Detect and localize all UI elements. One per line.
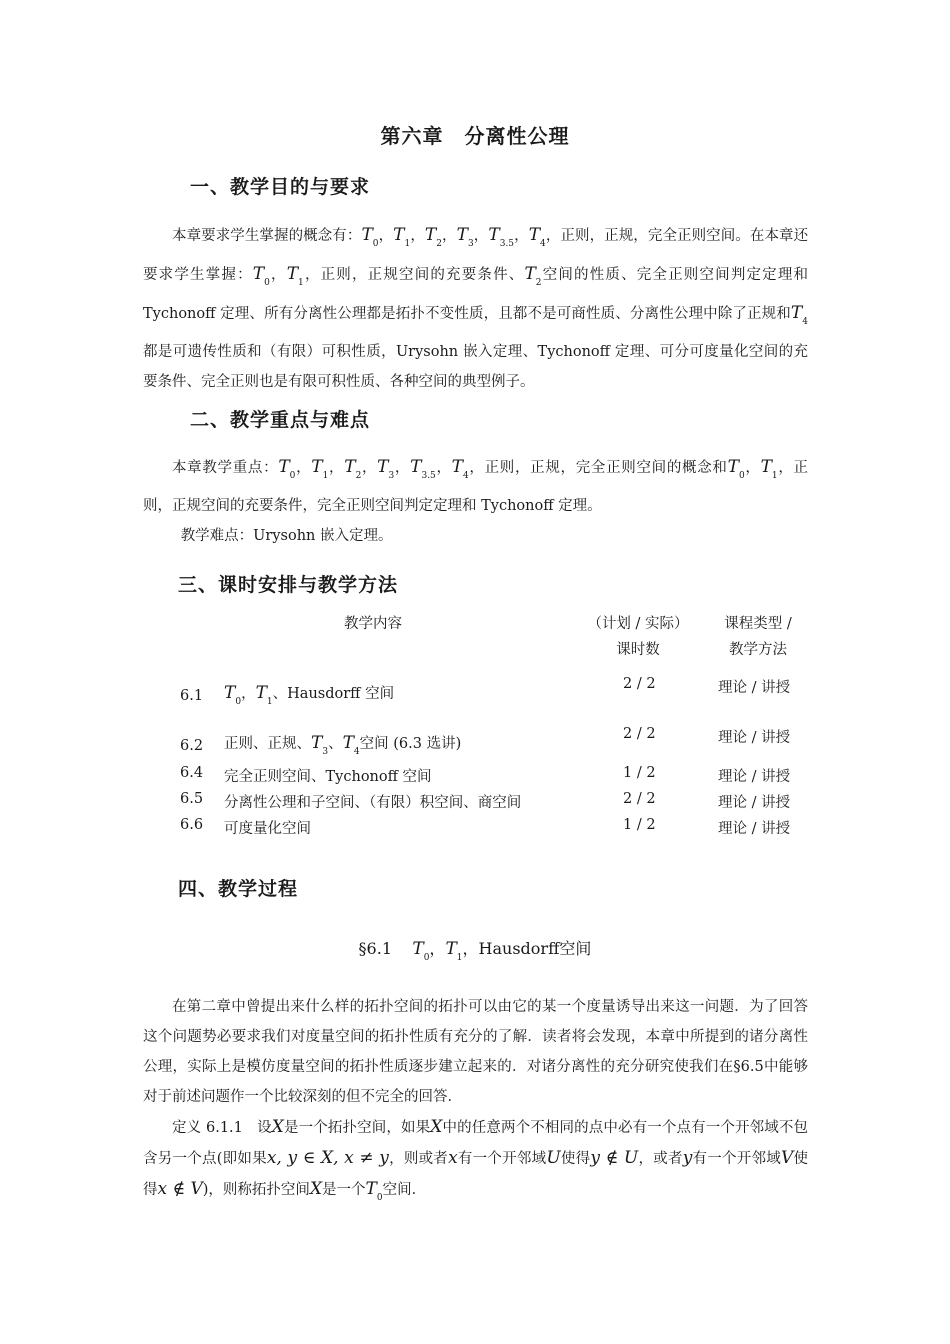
math-subscript: 4 <box>802 317 808 327</box>
math-subscript: 0 <box>235 697 242 707</box>
header-hours-line1: （计划 / 实际） <box>587 616 689 632</box>
row-number: 6.1 <box>180 688 204 704</box>
math-subscript: 3 <box>467 239 474 249</box>
difficulty-line: 教学难点：Urysohn 嵌入定理。 <box>180 528 393 544</box>
key-points-text-c: 正则，正规空间的充要条件，完全正则空间判定定理和 Tychonoff 定理。 <box>143 460 809 514</box>
table-row <box>178 765 818 789</box>
math-T: T <box>412 939 424 959</box>
math-T: T <box>524 264 536 284</box>
math-subscript: 4 <box>540 239 546 249</box>
key-points-text-a: 本章教学重点： <box>172 460 279 476</box>
math-subscript: 3 <box>322 747 329 757</box>
table-row <box>178 726 818 757</box>
math-subscript: 0 <box>264 278 270 288</box>
definition-text: 设 <box>257 1120 272 1136</box>
row-method: 理论 / 讲授 <box>718 680 791 696</box>
math-X: X <box>430 1117 443 1137</box>
math-subscript: 1 <box>266 697 273 707</box>
row-content-text: 正则、正规、 <box>224 736 311 752</box>
math-subscript: 1 <box>456 953 463 963</box>
definition-text: 使得 <box>560 1151 591 1167</box>
math-y: y <box>682 1148 693 1168</box>
math-T: T <box>760 457 772 477</box>
math-relation: y ∉ U <box>590 1148 639 1168</box>
definition-paragraph <box>143 1112 808 1213</box>
math-T: T <box>528 225 541 245</box>
math-subscript: 0 <box>372 239 379 249</box>
objectives-text-c: 正则，正规空间的充要条件、 <box>320 267 525 283</box>
math-T: T <box>361 225 373 245</box>
row-method: 理论 / 讲授 <box>718 821 791 837</box>
row-number: 6.4 <box>180 765 204 781</box>
objectives-text-e: 都是可遗传性质和（有限）可积性质，Urysohn 嵌入定理、Tychonoff 定理、可分可度量化空间的充要条件、完全正则也是有限可积性质、各种空间的典型例子。 <box>143 344 808 390</box>
row-content: 分离性公理和子空间、（有限）积空间、商空间 <box>224 795 522 811</box>
section-heading-objectives: 一、教学目的与要求 <box>190 176 371 198</box>
header-content: 教学内容 <box>344 616 402 632</box>
math-T: T <box>393 225 405 245</box>
key-points-paragraph: 本章教学重点：$T_0$，$T_1$，$T_2$，$T_3$，$T_{3.5}$，$T_4$，正则，正规，完全正则空间的概念和$T_0$，$T_1$，正则，正规空间的充要条件，完全正则空间判定定理和 Tychonoff 定理。 教学难点：Urysohn 嵌入定理。 <box>143 452 808 551</box>
subsection-prefix: §6.1 <box>358 939 392 958</box>
math-subscript: 3.5 <box>421 471 436 481</box>
math-T: T <box>255 683 267 703</box>
objectives-paragraph: 本章要求学生掌握的概念有：$T_0$，$T_1$，$T_2$，$T_3$，$T_{3.5}$，$T_4$，正则，正规，完全正则空间。在本章还要求学生掌握：$T_0$，$T_1$，正则，正规空间的充要条件、$T_2$空间的性质、完全正则空间判定定理和 Tychonoff 定理、所有分离性公理都是拓扑不变性质，且都不是可商性质、分离性公理中除了正规和$T_4$都是可遗传性质和（有限）可积性质，Urysohn 嵌入定理、Tychonoff 定理、可分可度量化空间的充要条件、完全正则也是有限可积性质、各种空间的典型例子。 <box>143 225 809 390</box>
header-type-line2: 教学方法 <box>729 642 787 658</box>
math-subscript: 2 <box>436 239 442 249</box>
row-content: 完全正则空间、Tychonoff 空间 <box>224 769 432 785</box>
math-subscript: 0 <box>376 1193 383 1203</box>
math-T: T <box>278 457 290 477</box>
definition-text: )，则称拓扑空间 <box>202 1182 310 1198</box>
math-X: X <box>309 1179 323 1199</box>
math-X: X <box>271 1117 284 1137</box>
math-T: T <box>445 939 457 959</box>
math-subscript: 3 <box>388 471 395 481</box>
row-number: 6.2 <box>180 738 204 754</box>
math-T: T <box>342 733 354 753</box>
row-hours: 1 / 2 <box>623 765 656 781</box>
objectives-text-a: 本章要求学生掌握的概念有： <box>172 228 362 244</box>
objectives-text-b: 正则，正规，完全正则空间。在本章还要求学生掌握： <box>143 228 809 283</box>
math-subscript: 2 <box>535 278 542 288</box>
section-heading-key-points: 二、教学重点与难点 <box>190 409 371 431</box>
header-hours-line2: 课时数 <box>616 642 660 658</box>
subsection-title: §6.1 $T_0$，$T_1$，Hausdorff空间 <box>358 939 592 963</box>
math-T: T <box>252 264 265 284</box>
math-T: T <box>224 683 236 703</box>
math-T: T <box>488 225 500 245</box>
row-number: 6.5 <box>180 791 204 807</box>
row-content: 正则、正规、$T_3$、$T_4$空间 (6.3 选讲) <box>224 733 462 757</box>
math-subscript: 1 <box>322 471 329 481</box>
math-T: T <box>424 225 437 245</box>
math-T: T <box>790 303 803 323</box>
math-relation: x ∉ V <box>157 1179 203 1199</box>
math-T: T <box>344 457 356 477</box>
math-subscript: 1 <box>771 471 778 481</box>
math-subscript: 1 <box>404 239 411 249</box>
math-T: T <box>377 457 389 477</box>
subsection-suffix: Hausdorff空间 <box>478 939 592 958</box>
row-hours: 2 / 2 <box>623 791 656 807</box>
table-row <box>178 676 818 707</box>
math-T: T <box>727 457 739 477</box>
row-content: 可度量化空间 <box>224 821 311 837</box>
math-x: x <box>448 1148 458 1168</box>
table-row <box>178 791 818 815</box>
definition-text: 有一个开邻域 <box>692 1151 782 1167</box>
row-content-text: 、Hausdorff 空间 <box>272 686 395 702</box>
definition-text: 是一个拓扑空间，如果 <box>283 1120 431 1136</box>
definition-text: 是一个 <box>322 1182 366 1198</box>
row-hours: 2 / 2 <box>623 676 656 692</box>
math-subscript: 3.5 <box>499 239 515 249</box>
row-method: 理论 / 讲授 <box>718 795 791 811</box>
definition-text: 中的任意两个不相同的点中必有一个点有一个开邻域不包含另一个点(即如果 <box>143 1120 809 1167</box>
math-subscript: 0 <box>738 471 745 481</box>
row-hours: 2 / 2 <box>623 726 656 742</box>
math-subscript: 0 <box>289 471 296 481</box>
row-method: 理论 / 讲授 <box>718 730 791 746</box>
intro-paragraph: 在第二章中曾提出来什么样的拓扑空间的拓扑可以由它的某一个度量诱导出来这一问题．为了回答这个问题势必要求我们对度量空间的拓扑性质有充分的了解．读者将会发现，本章中所提到的诸分离性公理，实际上是模仿度量空间的拓扑性质逐步建立起来的．对诸分离性的充分研究使我们在§6.5中能够对于前述问题作一个比较深刻的但不完全的回答． <box>143 999 808 1105</box>
body-paragraph <box>143 992 808 1213</box>
key-points-text-b: 正则，正规，完全正则空间的概念和 <box>484 460 728 476</box>
math-V: V <box>781 1148 794 1168</box>
math-T: T <box>311 733 323 753</box>
row-method: 理论 / 讲授 <box>718 769 791 785</box>
math-T: T <box>286 264 299 284</box>
definition-label: 定义 6.1.1 <box>172 1120 243 1136</box>
row-content: $T_0$，$T_1$、Hausdorff 空间 <box>224 683 395 707</box>
math-T: T <box>410 457 422 477</box>
math-subscript: 1 <box>298 278 304 288</box>
objectives-text-d: 空间的性质、完全正则空间判定定理和 Tychonoff 定理、所有分离性公理都是拓扑不变性质，且都不是可商性质、分离性公理中除了正规和 <box>143 267 809 322</box>
math-T: T <box>456 225 468 245</box>
definition-text: 有一个开邻域 <box>457 1151 547 1167</box>
math-U: U <box>546 1148 561 1168</box>
row-hours: 1 / 2 <box>623 817 656 833</box>
math-relation: x, y ∈ X, x ≠ y <box>266 1148 389 1168</box>
section-heading-process: 四、教学过程 <box>178 878 299 900</box>
chapter-title: 第六章 分离性公理 <box>380 124 570 148</box>
header-type-line1: 课程类型 / <box>724 616 792 632</box>
math-subscript: 4 <box>463 471 469 481</box>
math-T: T <box>451 457 464 477</box>
section-heading-schedule: 三、课时安排与教学方法 <box>178 574 399 596</box>
math-T: T <box>365 1179 377 1199</box>
definition-text: ，则或者 <box>388 1151 449 1167</box>
math-subscript: 2 <box>355 471 362 481</box>
row-content-text: 空间 (6.3 选讲) <box>359 736 462 752</box>
math-T: T <box>311 457 323 477</box>
definition-text: 使得 <box>143 1151 809 1198</box>
table-row <box>178 817 818 841</box>
math-subscript: 0 <box>423 953 430 963</box>
math-subscript: 4 <box>353 747 360 757</box>
definition-text: 空间． <box>382 1182 427 1198</box>
definition-text: ，或者 <box>638 1151 683 1167</box>
row-number: 6.6 <box>180 817 204 833</box>
